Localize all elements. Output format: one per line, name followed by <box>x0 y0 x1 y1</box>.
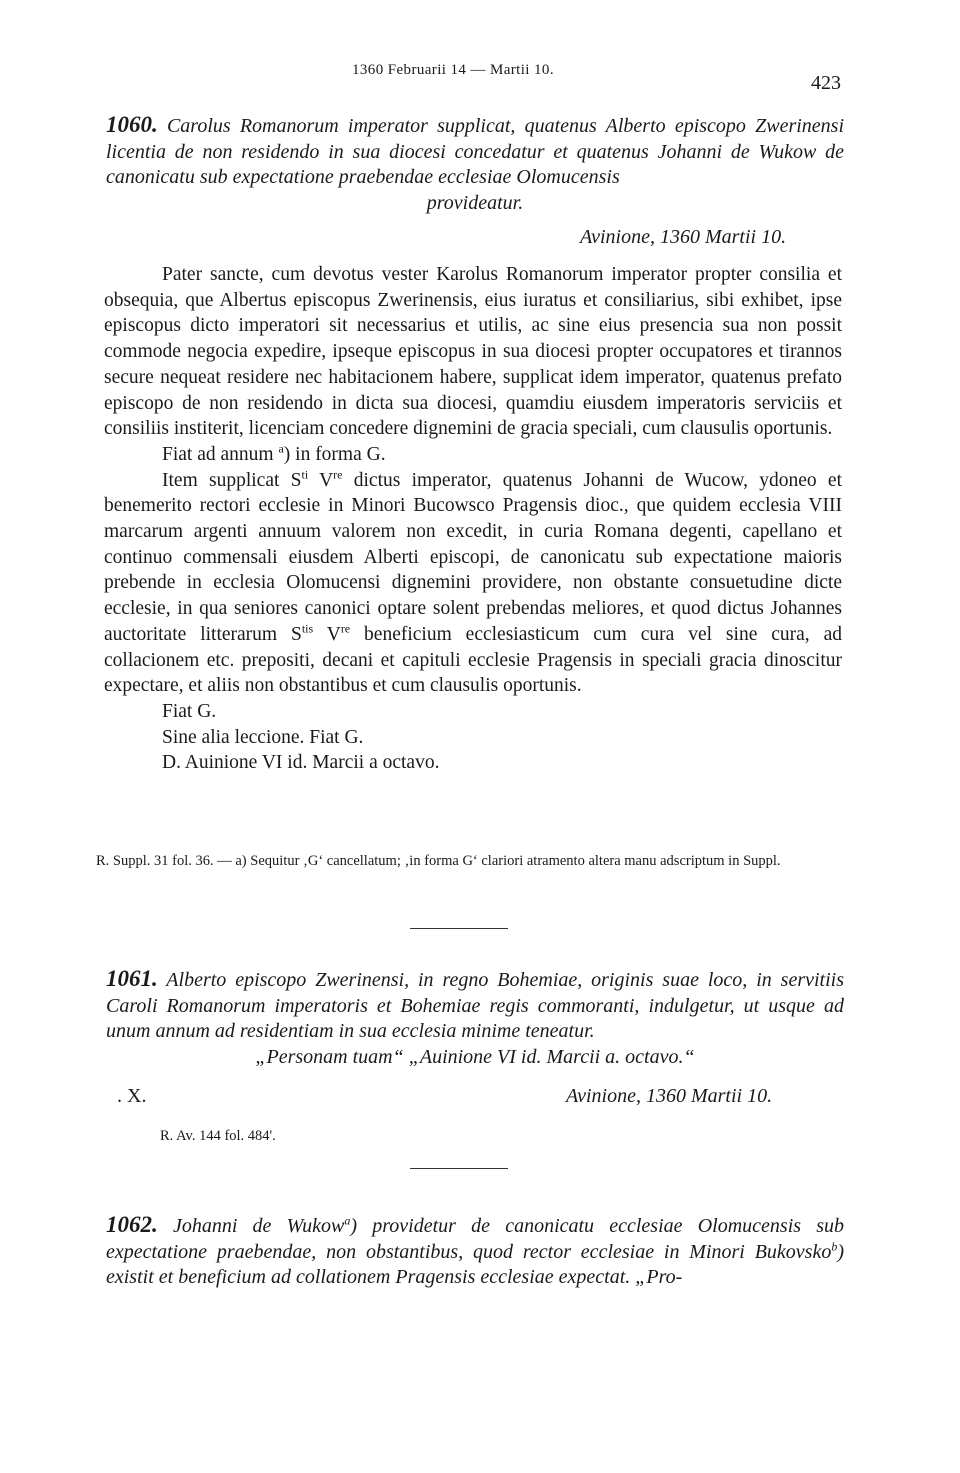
item-text: dictus imperator, quatenus Johanni de Wucow, ydoneo et benemerito rectori ecclesie in Minori Bucowsco Pragensis dioc., que quidem ecclesia VIII marcarum argenti annuum valorem non excedit, in curia Romana degenti, capellano et continuo commensali eiusdem Alberti episcopi, de canonicatu sub expectatione maioris prebende in ecclesia Olomucensi dignemini providere, non obstante consuetudine dicte ecclesie, in qua seniores canonici optare solent prebendas meliores, et quod dictus Johannes auctoritate litterarum S <box>104 469 843 645</box>
datum-line: D. Auinione VI id. Marcii a octavo. <box>162 752 440 774</box>
sine-line: Sine alia leccione. Fiat G. <box>162 726 364 748</box>
footnote-mark: b <box>831 1238 838 1253</box>
fiat-line <box>104 442 842 468</box>
page-number: 423 <box>811 72 841 94</box>
fiat-text-end: ) in forma G. <box>283 443 386 465</box>
item-text: V <box>308 469 334 491</box>
summary-text: Alberto episcopo Zwerinensi, in regno Bohemiae, originis suae loco, in servitiis Caroli Romanorum imperatoris et Bohemiae regis commoranti, indulgetur, ut usque ad unum annum ad residentiam in sua ecclesia minime teneatur. <box>106 969 844 1042</box>
entry-1061-summary <box>106 966 844 1070</box>
item-paragraph <box>104 468 842 699</box>
supplication-paragraph: Pater sancte, cum devotus vester Karolus Romanorum imperator propter consilia et obsequia, que Albertus episcopus Zwerinensis, eius iuratus et consiliarius, sibi exhibet, ipse episcopus dicto imperatori sit necessarius et utilis, ac sine eius presencia sua non possit commode negocia expedire, ipseque episcopus in sua diocesi propter occupatores et tirannos secure nequeat residere nec habitacionem habere, supplicat idem imperator, quatenus prefato episcopo de non residendo in dicta sua diocesi, quamdiu eiusdem imperatoris serviciis et consiliis institerit, licenciam concedere dignemini de gracia speciali, cum clausulis oportunis. <box>104 264 842 440</box>
entry-1060-footnote: R. Suppl. 31 fol. 36. — a) Sequitur ‚G‘ cancellatum; ‚in forma G‘ clariori atramento altera manu adscriptum in Suppl. <box>96 853 781 869</box>
section-divider <box>410 928 508 929</box>
summary-text: ) existit et beneficium ad collationem Pragensis ecclesiae expectat. „Pro- <box>106 1240 844 1288</box>
entry-number: 1062. <box>106 1212 158 1237</box>
summary-last-line: provideatur. <box>426 191 524 214</box>
entry-1061-date: Avinione, 1360 Martii 10. <box>566 1085 773 1107</box>
footnote-mark: a <box>278 441 284 456</box>
entry-1061-source: R. Av. 144 fol. 484'. <box>160 1128 276 1144</box>
entry-number: 1061. <box>106 966 158 991</box>
item-text: beneficium ecclesiasticum cum cura vel sine cura, ad collacionem etc. prepositi, decani et capituli ecclesie Pragensis in speciali gracia dinoscitur expectare, et aliis non obstantibus et cum clausulis oportunis. <box>104 623 842 697</box>
section-divider <box>410 1168 508 1169</box>
summary-text: Carolus Romanorum imperator supplicat, quatenus Alberto episcopo Zwerinensi licentia de non residendo in sua diocesi concedatur et quatenus Johanni de Wukow de canonicatu sub expectatione praebendae ecclesiae Olomucensis <box>106 115 844 188</box>
superscript: ti <box>301 467 309 482</box>
page-header <box>0 62 960 94</box>
item-text: V <box>313 623 341 645</box>
fiat-line-2: Fiat G. <box>162 700 217 722</box>
superscript: re <box>333 467 343 482</box>
summary-text: ) providetur de canonicatu ecclesiae Olomucensis sub expectatione praebendae, non obstantibus, quod rector ecclesiae in Minori Bukovsko <box>106 1215 845 1263</box>
fiat-text: Fiat ad annum <box>162 443 274 465</box>
summary-text: Johanni de Wukow <box>172 1215 345 1237</box>
entry-1061-sign: . X. <box>117 1085 147 1107</box>
entry-1060-summary <box>106 112 844 216</box>
entry-1062-summary <box>106 1212 844 1291</box>
entry-1060-date: Avinione, 1360 Martii 10. <box>580 226 787 248</box>
item-text: Item supplicat S <box>162 469 302 491</box>
entry-number: 1060. <box>106 112 158 137</box>
superscript: re <box>340 621 351 636</box>
entry-1060-body <box>104 262 842 776</box>
superscript: tis <box>301 621 314 636</box>
summary-last-line: „Personam tuam“ „Auinione VI id. Marcii a. octavo.“ <box>255 1045 695 1068</box>
footnote-mark: a <box>344 1213 351 1228</box>
running-head: 1360 Februarii 14 — Martii 10. <box>352 62 554 78</box>
